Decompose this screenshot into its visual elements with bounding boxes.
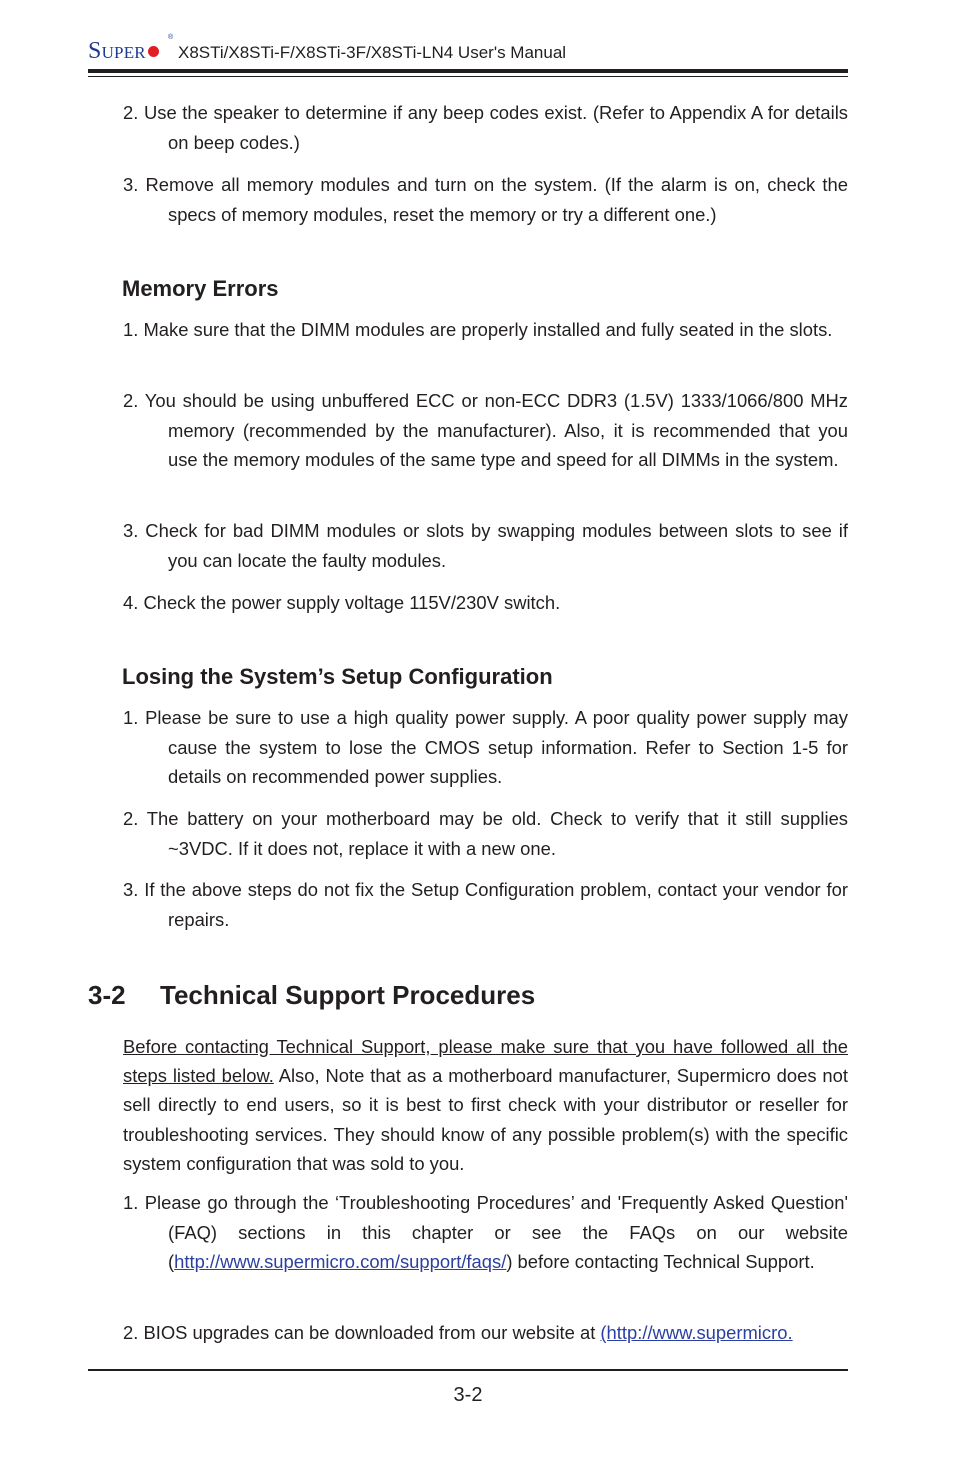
logo-letter-s: S [88,38,102,64]
header-rule-thick [88,69,848,73]
list-item: 1. Make sure that the DIMM modules are properly installed and fully seated in the slots. [123,319,833,340]
page-number: 3-2 [453,1384,483,1406]
list-item [123,1188,848,1277]
setup-config-heading: Losing the System’s Setup Configuration [122,664,553,689]
section-title: Technical Support Procedures [160,980,536,1010]
item2-text-before: 2. BIOS upgrades can be downloaded from our website at [123,1322,601,1343]
intro-underlined-text: Before contacting Technical Support, please make sure that you have followed all the steps listed below. [123,1036,848,1087]
logo-registered-mark: ® [168,34,174,41]
logo-letters-uper: UPER [101,43,146,62]
item1-text-after: ) before contacting Technical Support. [506,1251,815,1273]
page-header [88,34,848,80]
list-item: 3. If the above steps do not fix the Setup Configuration problem, contact your vendor for repairs. [123,879,848,930]
section-heading [88,980,535,1011]
tech-support-intro [123,1032,848,1178]
memory-errors-heading: Memory Errors [122,276,279,301]
logo-red-dot-icon [148,46,159,57]
bios-download-link[interactable]: (http://www.supermicro. [600,1322,793,1343]
list-item: 3. Remove all memory modules and turn on the system. (If the alarm is on, check the specs of memory modules, reset the memory or try a different one.) [123,174,848,225]
list-item: 2. The battery on your motherboard may be old. Check to verify that it still supplies ~3VDC. If it does not, replace it with a new one. [123,808,848,859]
list-item: 1. Please be sure to use a high quality power supply. A poor quality power supply may cause the system to lose the CMOS setup information. Refer to Section 1-5 for details on recommended power supplies. [123,707,848,788]
list-item [123,1318,848,1348]
footer-rule [88,1369,848,1371]
faq-link[interactable]: http://www.supermicro.com/support/faqs/ [174,1251,507,1273]
list-item: 3. Check for bad DIMM modules or slots by swapping modules between slots to see if you can locate the faulty modules. [123,520,848,571]
item1-text-before: 1. Please go through the ‘Troubleshooting Procedures’ and 'Frequently Asked Question' (FAQ) sections in this chapter or see the FAQs on our website ( [123,1192,848,1273]
manual-title: X8STi/X8STi-F/X8STi-3F/X8STi-LN4 User's Manual [178,43,567,62]
list-item: 2. You should be using unbuffered ECC or non-ECC DDR3 (1.5V) 1333/1066/800 MHz memory (recommended by the manufacturer). Also, it is recommended that you use the memory modules of the same type and speed for all DIMMs in the system. [123,390,848,471]
intro-text: Also, Note that as a motherboard manufacturer, Supermicro does not sell directly to end users, so it is best to first check with your distributor or reseller for troubleshooting services. They should know of any possible problem(s) with the specific system configuration that was sold to you. [123,1065,848,1174]
list-item: 4. Check the power supply voltage 115V/230V switch. [123,592,561,613]
section-number: 3-2 [88,980,126,1010]
header-rule-thin [88,76,848,77]
supermicro-logo [88,38,159,65]
list-item: 2. Use the speaker to determine if any beep codes exist. (Refer to Appendix A for details on beep codes.) [123,102,848,153]
